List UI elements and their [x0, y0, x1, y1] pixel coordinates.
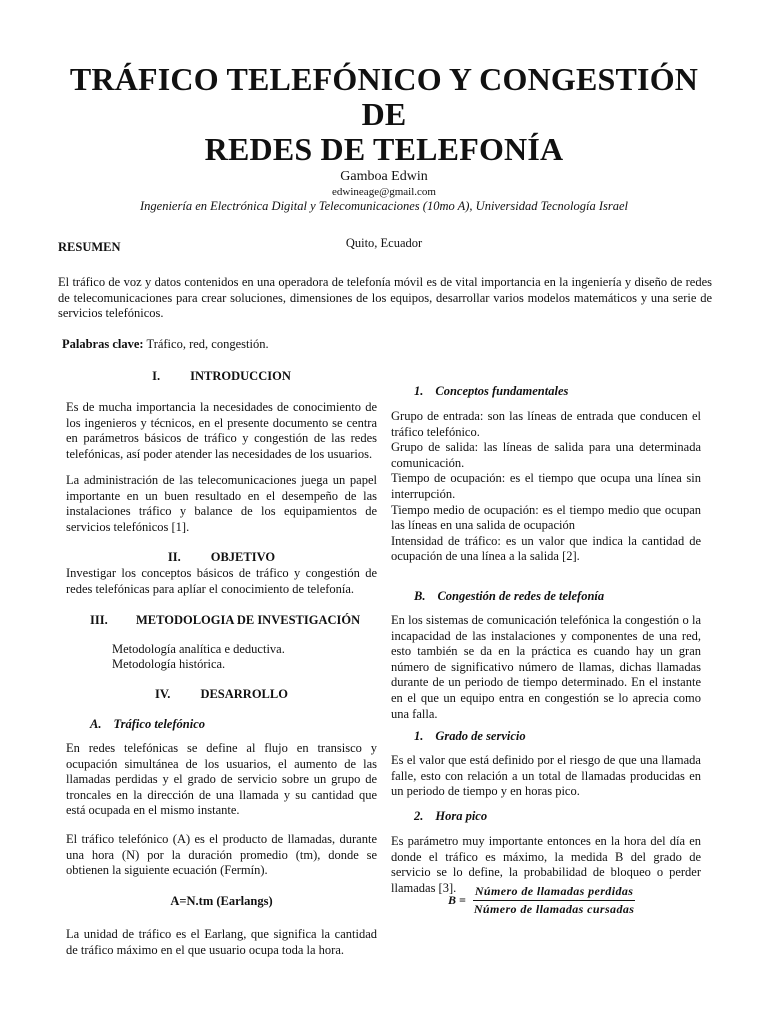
paper-header: [0, 62, 768, 251]
section-number: IV.: [155, 687, 171, 701]
section-heading-objetivo: [66, 550, 377, 566]
author-city: Quito, Ecuador: [345, 236, 423, 250]
trafico-paragraph-1: En redes telefónicas se define al flujo en transisco y ocupación simultánea de los usuarios, el aumento de las llamadas perdidas y el grado de servicio sobre un grupo de troncales en la dirección de una llamada y su cantidad que está ocupada en el mismo instante.: [66, 741, 377, 818]
section-number: I.: [152, 369, 161, 383]
subsection-heading-conceptos: [414, 384, 568, 400]
section-number: II.: [167, 550, 181, 564]
subsection-title: Grado de servicio: [435, 729, 526, 743]
concepts-list: [391, 409, 701, 565]
title-line-1: TRÁFICO TELEFÓNICO Y CONGESTIÓN DE: [69, 61, 699, 132]
section-heading-introduccion: [66, 369, 377, 385]
formula-earlangs: A=N.tm (Earlangs): [170, 894, 273, 908]
objetivo-paragraph: Investigar los conceptos básicos de tráfico y congestión de redes telefónicas para aplíar el conocimiento de telefonía.: [66, 566, 377, 596]
metodologia-item-2: Metodología histórica.: [112, 657, 226, 671]
author-name: Gamboa Edwin: [340, 169, 428, 184]
trafico-paragraph-2: El tráfico telefónico (A) es el producto de llamadas, durante una hora (N) por la duración promedio (tm), donde se obtienen la siguiente ecuación (Fermín).: [66, 832, 377, 878]
concept-grupo-salida: Grupo de salida: las líneas de salida para una determinada comunicación.: [391, 440, 701, 470]
subsection-heading-trafico: [90, 717, 205, 733]
concept-grupo-entrada: Grupo de entrada: son las líneas de entrada que conducen el tráfico telefónico.: [391, 409, 701, 439]
subsection-title: Congestión de redes de telefonía: [437, 589, 605, 603]
trafico-paragraph-3: La unidad de tráfico es el Earlang, que significa la cantidad de tráfico máximo en el que usuario ocupa toda la hora.: [66, 927, 377, 957]
section-number: III.: [90, 613, 108, 627]
section-title: INTRODUCCION: [190, 369, 291, 383]
subsection-title: Hora pico: [435, 809, 488, 823]
subsection-number: 2.: [414, 809, 424, 823]
intro-paragraph-2: La administración de las telecomunicaciones juega un papel importante en un buen resultado en el desempeño de las instalaciones tráfico y balance de los equipamientos de servicios telefónicos [1].: [66, 473, 377, 534]
congestion-paragraph: En los sistemas de comunicación telefónica la congestión o la incapacidad de las instalaciones y componentes de una red, esto también se da en la práctica es cuando hay un gran número de significativo número de llamas, dichas llamadas durante de un periodo de tiempo determinado. En el instante en el que un equipo entra en congestión se lo aprecia como una falla.: [391, 613, 701, 721]
abstract-heading: RESUMEN: [58, 240, 121, 254]
formula-denominator: Número de llamadas cursadas: [473, 902, 635, 916]
keywords-text: Tráfico, red, congestión.: [143, 337, 269, 351]
subsection-title: Tráfico telefónico: [113, 717, 205, 731]
subsection-number: 1.: [414, 729, 424, 743]
subsection-heading-grado-servicio: [414, 729, 526, 745]
subsection-number: A.: [90, 717, 102, 731]
metodologia-item-1: Metodología analítica e deductiva.: [112, 642, 285, 656]
intro-paragraph-1: Es de mucha importancia la necesidades de conocimiento de los ingenieros y técnicos, en el presente documento se centra en parámetros básicos de tráfico y congestión de las redes telefónicas, así poder atender las necesidades de los usuarios.: [66, 400, 377, 461]
section-heading-desarrollo: [66, 687, 377, 703]
formula-lhs: B =: [448, 893, 466, 907]
subsection-number: B.: [414, 589, 426, 603]
keywords-label: Palabras clave:: [62, 337, 144, 351]
concept-tiempo-medio: Tiempo medio de ocupación: es el tiempo medio que ocupan las líneas en una salida de ocupación: [391, 502, 701, 533]
section-title: DESARROLLO: [200, 687, 288, 701]
formula-numerator: Número de llamadas perdidas: [473, 884, 635, 901]
subsection-heading-hora-pico: [414, 809, 487, 825]
concept-intensidad: Intensidad de tráfico: es un valor que indica la cantidad de ocupación de una línea a la salida [2].: [391, 533, 701, 564]
grado-servicio-paragraph: Es el valor que está definido por el riesgo de que una llamada falle, esto con relación a un total de llamadas producidas en un periodo de tiempo y en horas pico.: [391, 753, 701, 799]
paper-title: [44, 62, 724, 167]
abstract-body: El tráfico de voz y datos contenidos en una operadora de telefonía móvil es de vital importancia en la ingeniería y diseño de redes de telecomunicaciones para crear soluciones, dimensiones de los equipos, desarrollar varios modelos matemáticos y una serie de servicios telefónicos.: [58, 275, 712, 321]
subsection-number: 1.: [414, 384, 424, 398]
section-heading-metodologia: [90, 613, 380, 629]
title-line-2: REDES DE TELEFONÍA: [204, 131, 564, 167]
keywords: [62, 337, 269, 353]
author-email: edwineage@gmail.com: [332, 186, 436, 198]
formula-fraction: [472, 884, 636, 917]
concept-tiempo-ocupacion: Tiempo de ocupación: es el tiempo que ocupa una línea sin interrupción.: [391, 471, 701, 501]
author-affiliation: Ingeniería en Electrónica Digital y Telecomunicaciones (10mo A), Universidad Tecnología Israel: [140, 199, 628, 213]
subsection-title: Conceptos fundamentales: [435, 384, 569, 398]
section-title: METODOLOGIA DE INVESTIGACIÓN: [136, 613, 361, 627]
subsection-heading-congestion: [414, 589, 604, 605]
section-title: OBJETIVO: [210, 550, 276, 564]
hora-pico-paragraph: Es parámetro muy importante entonces en la hora del día en donde el tráfico es máximo, la medida B del grado de servicio se lo define, la probabilidad de bloqueo o perder llamadas [3].: [391, 834, 701, 895]
formula-grado-servicio: [448, 884, 636, 917]
